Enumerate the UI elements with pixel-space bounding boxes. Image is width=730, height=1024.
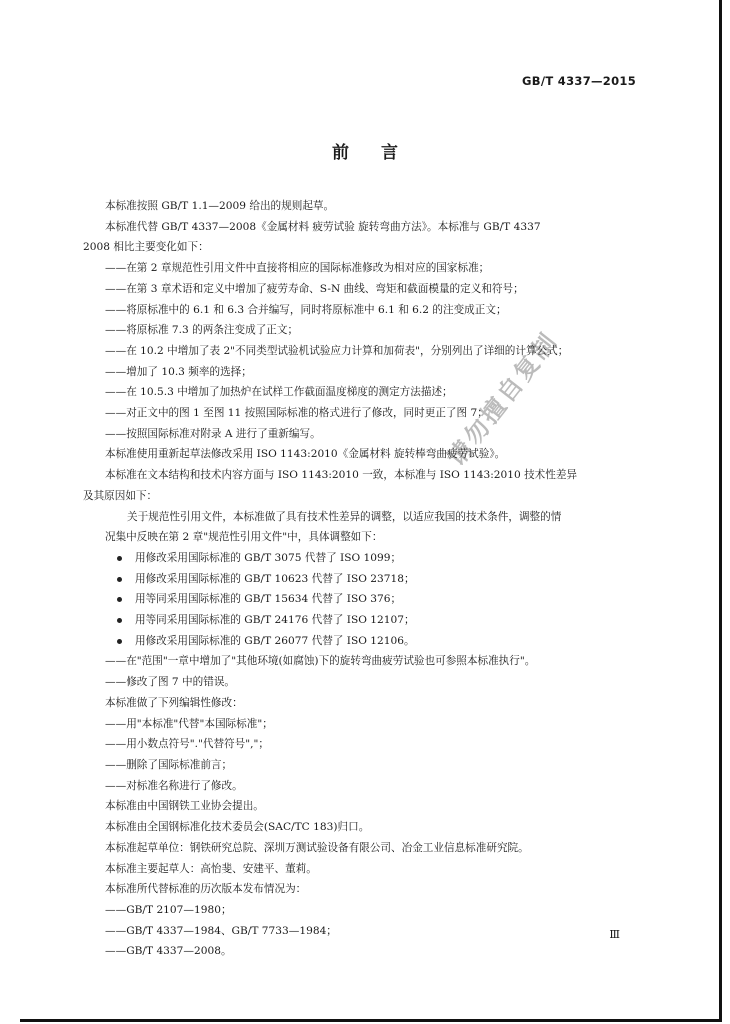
list-item: ——在 10.5.3 中增加了加热炉在试样工作截面温度梯度的测定方法描述； [105, 386, 453, 399]
bullet-item: 用等同采用国际标准的 GB/T 15634 代替了 ISO 376； [83, 589, 635, 610]
paragraph: 本标准做了下列编辑性修改： [105, 696, 243, 709]
list-item: ——在 10.2 中增加了表 2"不同类型试验机试验应力计算和加荷表"，分别列出了详细的计算公式； [105, 344, 569, 357]
paragraph: 本标准在文本结构和技术内容方面与 ISO 1143:2010 一致，本标准与 ISO 1143:2010 技术性差异 [105, 469, 578, 482]
watermark: 请勿擅自复制 [442, 326, 564, 472]
paragraph-continuation: 况集中反映在第 2 章"规范性引用文件"中，具体调整如下： [105, 531, 383, 544]
paragraph: 本标准由全国钢标准化技术委员会(SAC/TC 183)归口。 [105, 821, 370, 834]
bullet-item: 用等同采用国际标准的 GB/T 24176 代替了 ISO 12107； [83, 610, 635, 631]
paragraph: 本标准使用重新起草法修改采用 ISO 1143:2010《金属材料 旋转棒弯曲疲劳试验》。 [105, 448, 506, 461]
standard-code: GB/T 4337—2015 [522, 74, 636, 88]
list-item: ——GB/T 4337—2008。 [105, 945, 232, 958]
list-item: ——对标准名称进行了修改。 [105, 779, 243, 792]
bullet-item: 用修改采用国际标准的 GB/T 10623 代替了 ISO 23718； [83, 569, 635, 590]
paragraph: 关于规范性引用文件，本标准做了具有技术性差异的调整，以适应我国的技术条件，调整的情 [127, 510, 562, 523]
foreword-body [83, 196, 635, 962]
list-item: ——将原标准 7.3 的两条注变成了正文； [105, 324, 299, 337]
page-title: 前言 [332, 143, 430, 163]
paragraph-continuation: 及其原因如下： [83, 489, 158, 502]
list-item: ——按照国际标准对附录 A 进行了重新编写。 [105, 427, 321, 440]
list-item: ——对正文中的图 1 至图 11 按照国际标准的格式进行了修改，同时更正了图 7； [105, 407, 488, 420]
list-item: ——删除了国际标准前言； [105, 758, 233, 771]
list-item: ——在"范围"一章中增加了"其他环境(如腐蚀)下的旋转弯曲疲劳试验也可参照本标准执行"。 [105, 655, 536, 668]
paragraph: 本标准起草单位：钢铁研究总院、深圳万测试验设备有限公司、冶金工业信息标准研究院。 [105, 841, 529, 854]
paragraph: 本标准主要起草人：高怡斐、安建平、董莉。 [105, 862, 317, 875]
paragraph: 本标准由中国钢铁工业协会提出。 [105, 800, 264, 813]
paragraph: 本标准所代替标准的历次版本发布情况为： [105, 883, 307, 896]
bullet-item: 用修改采用国际标准的 GB/T 3075 代替了 ISO 1099； [83, 548, 635, 569]
list-item: ——增加了 10.3 频率的选择； [105, 365, 252, 378]
paragraph: 本标准代替 GB/T 4337—2008《金属材料 疲劳试验 旋转弯曲方法》。本标准与 GB/T 4337 [105, 220, 541, 233]
paragraph-continuation: 2008 相比主要变化如下： [83, 241, 209, 254]
list-item: ——在第 2 章规范性引用文件中直接将相应的国际标准修改为相对应的国家标准； [105, 262, 490, 275]
paragraph: 本标准按照 GB/T 1.1—2009 给出的规则起草。 [105, 200, 335, 212]
list-item: ——GB/T 4337—1984、GB/T 7733—1984； [105, 924, 337, 937]
page-number: Ⅲ [609, 928, 620, 941]
bullet-item: 用修改采用国际标准的 GB/T 26077 代替了 ISO 12106。 [83, 631, 635, 652]
page-border-bottom [20, 1019, 722, 1022]
list-item: ——用小数点符号"."代替符号","； [105, 738, 269, 751]
list-item: ——将原标准中的 6.1 和 6.3 合并编写，同时将原标准中 6.1 和 6.2 的注变成正文； [105, 303, 507, 316]
list-item: ——修改了图 7 中的错误。 [105, 676, 236, 689]
list-item: ——在第 3 章术语和定义中增加了疲劳寿命、S-N 曲线、弯矩和截面模量的定义和符号； [105, 282, 524, 295]
list-item: ——用"本标准"代替"本国际标准"； [105, 717, 273, 730]
list-item: ——GB/T 2107—1980； [105, 903, 232, 916]
